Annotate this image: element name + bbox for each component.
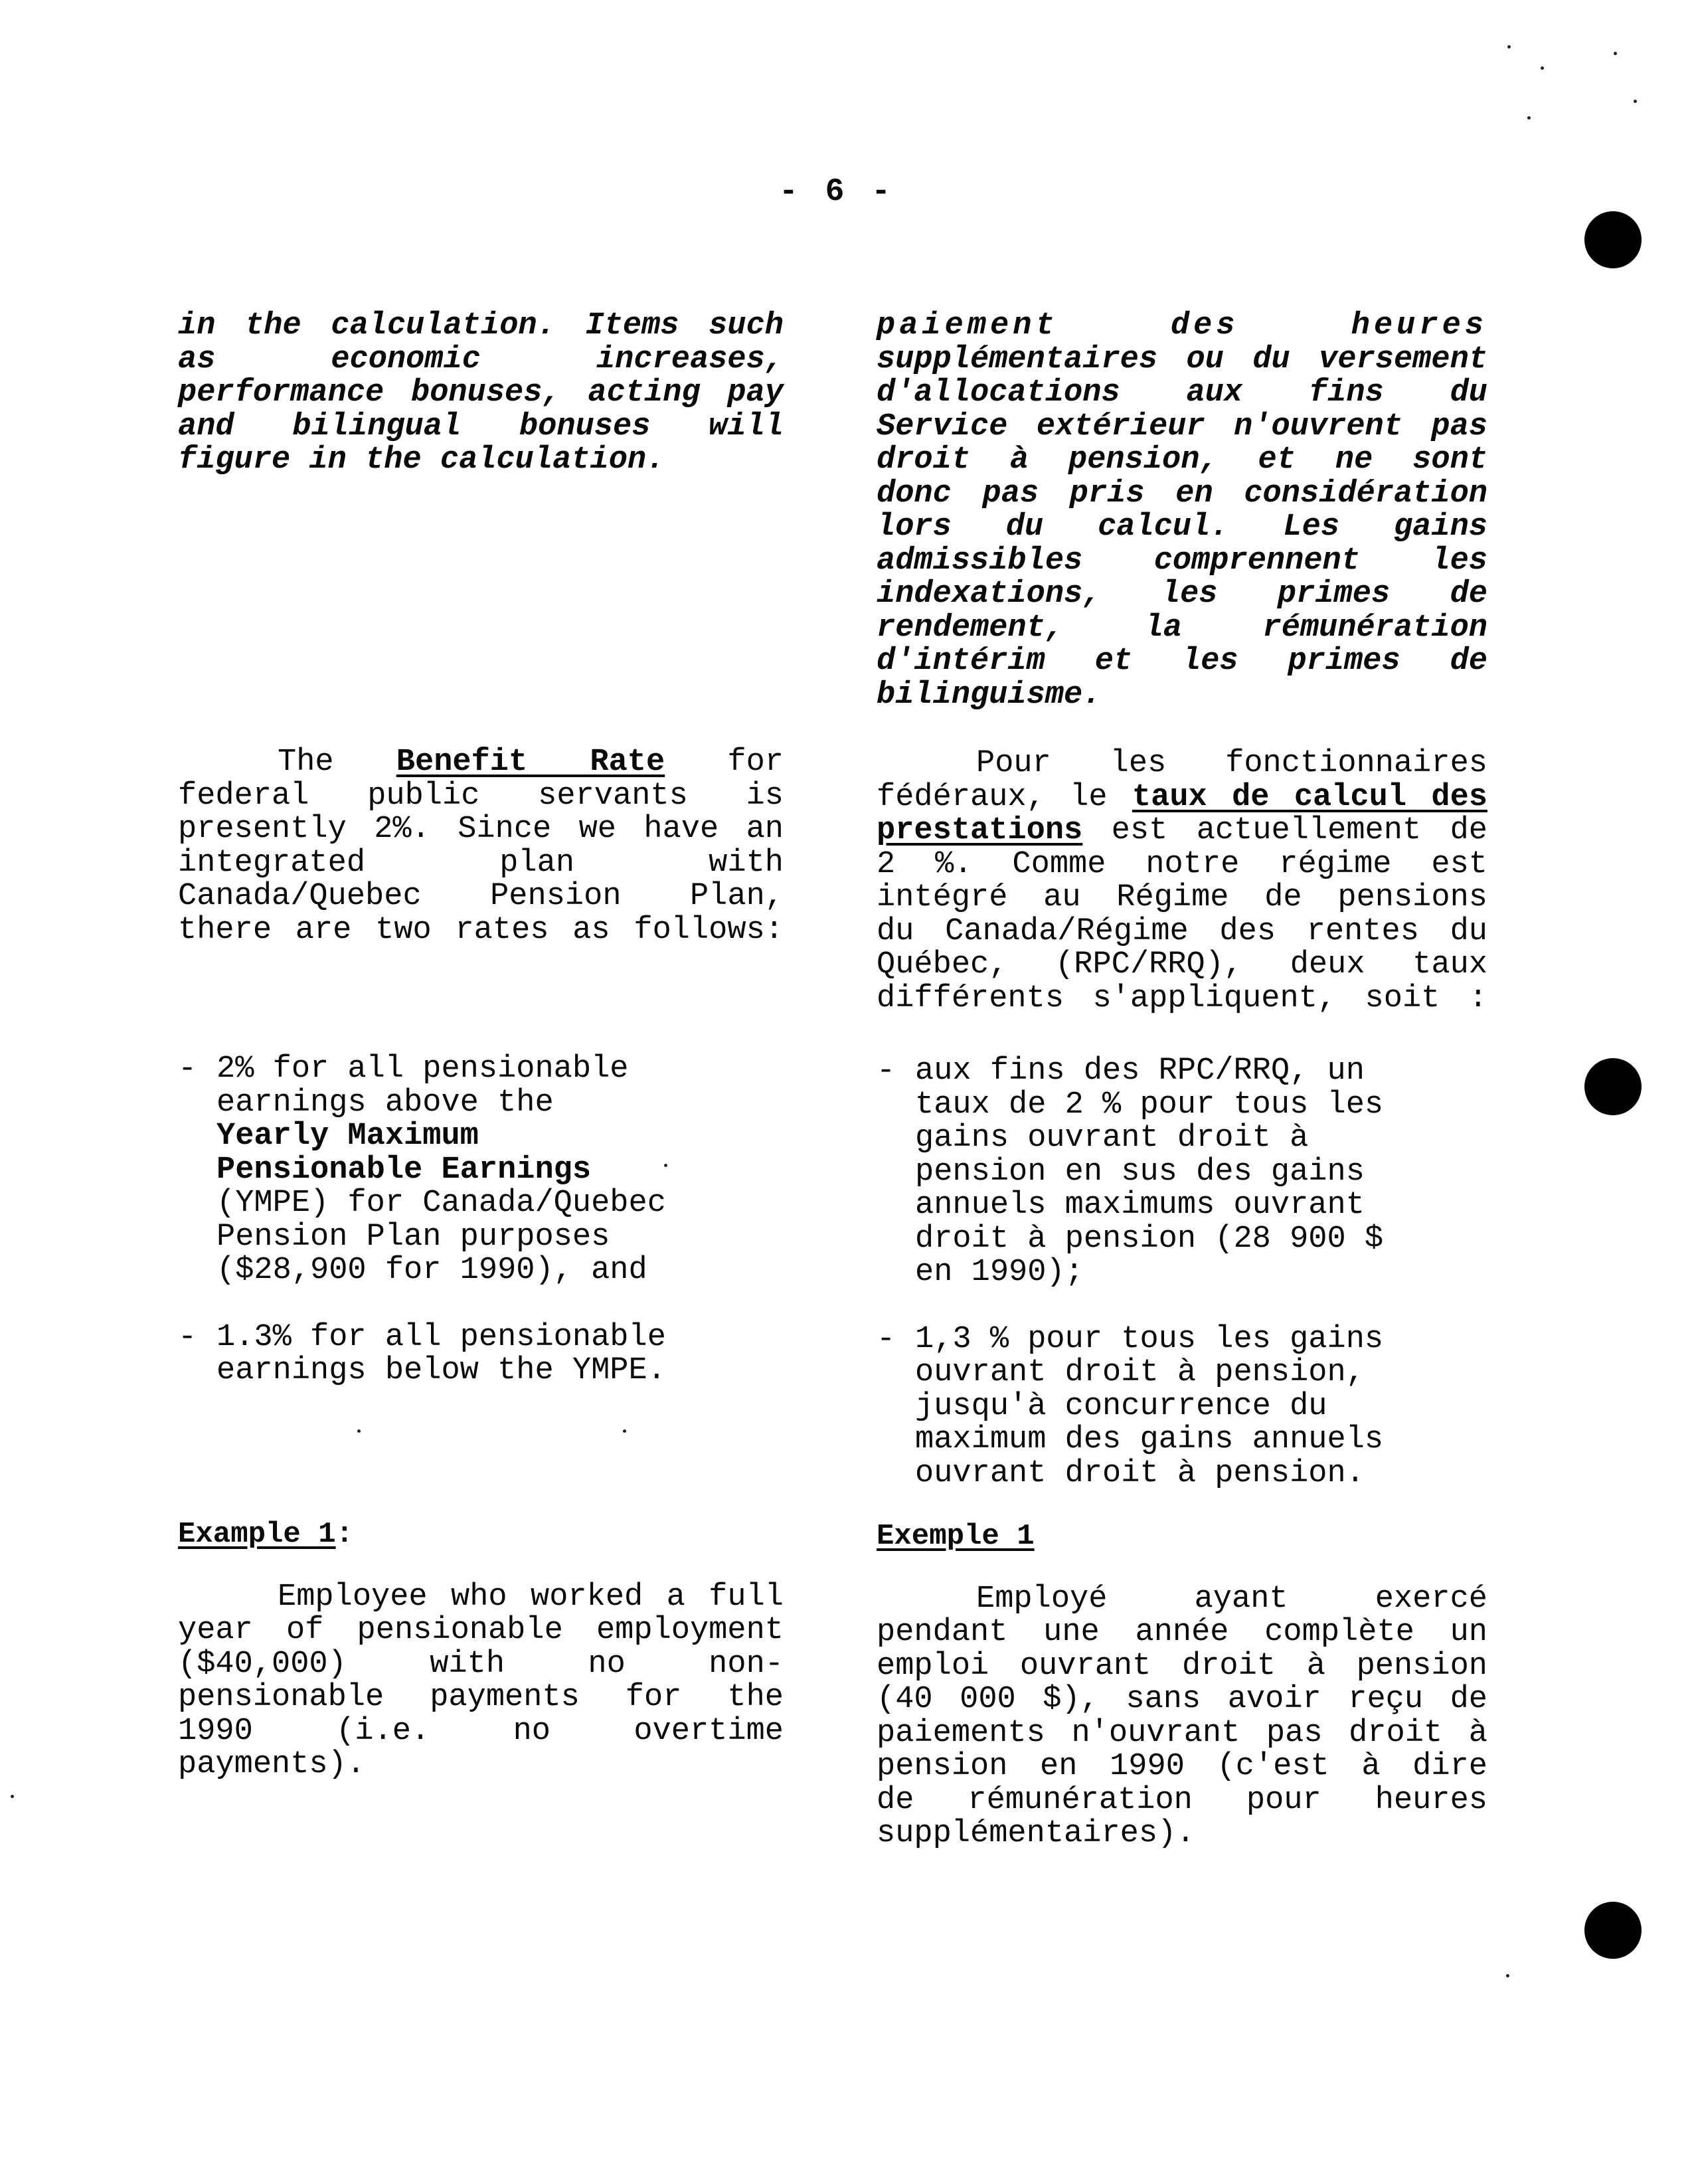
scan-speck bbox=[1527, 116, 1531, 120]
text-line: bilinguisme. bbox=[877, 677, 1102, 713]
fr-benefit-rate-paragraph bbox=[877, 747, 1487, 1016]
scan-speck bbox=[357, 1429, 361, 1433]
scan-speck bbox=[1506, 1974, 1509, 1977]
text-line: pensionable payments for the bbox=[178, 1680, 784, 1715]
text-line: Québec, (RPC/RRQ), deux taux bbox=[877, 947, 1487, 982]
text-line bbox=[178, 746, 784, 780]
benefit-rate-term: prestations bbox=[877, 813, 1083, 848]
text-line: gains ouvrant droit à bbox=[915, 1121, 1309, 1156]
text-line: d'intérim et les primes de bbox=[877, 644, 1487, 679]
text-line: Employee who worked a full bbox=[278, 1579, 784, 1615]
text-fragment: 1,3 % pour tous les gains bbox=[915, 1321, 1384, 1357]
text-line: pendant une année complète un bbox=[877, 1615, 1487, 1650]
text-line bbox=[877, 814, 1487, 848]
text-line: Pensionable Earnings bbox=[216, 1152, 592, 1188]
scan-speck bbox=[11, 1795, 14, 1798]
en-intro-paragraph bbox=[178, 310, 784, 478]
text-line: du Canada/Régime des rentes du bbox=[877, 913, 1487, 949]
text-line: pension en sus des gains bbox=[915, 1154, 1365, 1190]
text-fragment: : bbox=[335, 1518, 354, 1551]
text-line: donc pas pris en considération bbox=[877, 476, 1487, 511]
fr-bullet-list bbox=[877, 1055, 1487, 1491]
text-line: ouvrant droit à pension. bbox=[915, 1455, 1365, 1491]
punch-hole-middle bbox=[1584, 1058, 1642, 1115]
text-line: and bilingual bonuses will bbox=[178, 409, 784, 444]
text-fragment: fédéraux, le bbox=[877, 779, 1132, 815]
text-line: de rémunération pour heures bbox=[877, 1782, 1487, 1818]
scan-speck bbox=[1634, 100, 1637, 103]
text-line: performance bonuses, acting pay bbox=[178, 375, 784, 410]
text-line: ouvrant droit à pension, bbox=[915, 1355, 1365, 1390]
example-heading bbox=[877, 1520, 1487, 1554]
punch-hole-bottom bbox=[1584, 1902, 1642, 1959]
text-line: indexations, les primes de bbox=[877, 577, 1487, 612]
example-paragraph bbox=[877, 1583, 1487, 1851]
text-line: taux de 2 % pour tous les bbox=[915, 1087, 1384, 1123]
text-line: year of pensionable employment bbox=[178, 1613, 784, 1648]
text-line: integrated plan with bbox=[178, 845, 784, 881]
text-line: ($40,000) with no non- bbox=[178, 1646, 784, 1682]
text-line: earnings below the YMPE. bbox=[216, 1353, 666, 1388]
en-benefit-rate-paragraph bbox=[178, 746, 784, 947]
example-heading bbox=[178, 1518, 784, 1552]
text-line: admissibles comprennent les bbox=[877, 543, 1487, 579]
text-fragment: aux fins des RPC/RRQ, un bbox=[915, 1053, 1365, 1089]
text-line: (40 000 $), sans avoir reçu de bbox=[877, 1682, 1487, 1717]
bullet-marker: - bbox=[877, 1321, 896, 1357]
punch-hole-top bbox=[1584, 211, 1642, 268]
example-heading-text: Example 1 bbox=[178, 1518, 336, 1551]
list-item bbox=[178, 1321, 784, 1388]
list-item bbox=[877, 1323, 1487, 1491]
benefit-rate-term: Benefit Rate bbox=[396, 745, 665, 780]
text-line: there are two rates as follows: bbox=[178, 912, 784, 948]
text-line: supplémentaires ou du versement bbox=[877, 341, 1487, 377]
text-fragment: The bbox=[278, 745, 396, 780]
text-line bbox=[178, 1321, 784, 1355]
text-line: Yearly Maximum bbox=[216, 1119, 479, 1154]
text-line: supplémentaires). bbox=[877, 1816, 1195, 1851]
text-line: ($28,900 for 1990), and bbox=[216, 1253, 647, 1288]
text-line: droit à pension (28 900 $ bbox=[915, 1221, 1384, 1257]
bullet-marker: - bbox=[178, 1051, 197, 1087]
text-line: d'allocations aux fins du bbox=[877, 375, 1487, 410]
text-line: payments). bbox=[178, 1747, 366, 1782]
text-line: Pension Plan purposes bbox=[216, 1219, 610, 1255]
scan-speck bbox=[1614, 52, 1617, 55]
text-line: Pour les fonctionnaires bbox=[976, 746, 1487, 781]
text-line: intégré au Régime de pensions bbox=[877, 880, 1487, 915]
bullet-marker: - bbox=[178, 1319, 197, 1355]
example-paragraph bbox=[178, 1581, 784, 1782]
text-line: figure in the calculation. bbox=[178, 442, 665, 478]
text-line: pension en 1990 (c'est à dire bbox=[877, 1749, 1487, 1784]
scan-speck bbox=[1507, 45, 1511, 48]
text-line: 1990 (i.e. no overtime bbox=[178, 1713, 784, 1749]
scan-speck bbox=[1541, 66, 1544, 70]
text-fragment: 2% for all pensionable bbox=[216, 1051, 629, 1087]
text-line: in the calculation. Items such bbox=[178, 308, 784, 343]
text-line: annuels maximums ouvrant bbox=[915, 1188, 1365, 1223]
page-number: - 6 - bbox=[778, 174, 895, 210]
text-line bbox=[877, 1323, 1487, 1357]
text-fragment: est actuellement de bbox=[1082, 813, 1487, 848]
text-line bbox=[877, 1055, 1487, 1089]
text-line: différents s'appliquent, soit : bbox=[877, 980, 1487, 1016]
text-line: 2 %. Comme notre régime est bbox=[877, 846, 1487, 882]
list-item bbox=[877, 1055, 1487, 1290]
fr-example-section bbox=[877, 1520, 1487, 1851]
benefit-rate-term: taux de calcul des bbox=[1132, 779, 1487, 815]
text-line bbox=[877, 781, 1487, 815]
text-line: Service extérieur n'ouvrent pas bbox=[877, 409, 1487, 444]
text-line: paiement des heures bbox=[877, 308, 1487, 343]
list-item bbox=[178, 1053, 784, 1288]
bullet-marker: - bbox=[877, 1053, 896, 1089]
text-line: earnings above the bbox=[216, 1085, 554, 1121]
text-line: jusqu'à concurrence du bbox=[915, 1388, 1327, 1424]
fr-intro-paragraph bbox=[877, 310, 1487, 712]
text-line bbox=[178, 1053, 784, 1087]
scan-speck bbox=[623, 1429, 626, 1433]
text-line: paiements n'ouvrant pas droit à bbox=[877, 1715, 1487, 1751]
text-line: lors du calcul. Les gains bbox=[877, 509, 1487, 545]
text-line: as economic increases, bbox=[178, 341, 784, 377]
en-bullet-list bbox=[178, 1053, 784, 1388]
text-line: presently 2%. Since we have an bbox=[178, 812, 784, 847]
text-line: Employé ayant exercé bbox=[976, 1581, 1487, 1617]
text-line: Canada/Quebec Pension Plan, bbox=[178, 879, 784, 914]
text-line: emploi ouvrant droit à pension bbox=[877, 1648, 1487, 1684]
text-line: droit à pension, et ne sont bbox=[877, 442, 1487, 478]
text-fragment: for bbox=[665, 745, 784, 780]
text-line: maximum des gains annuels bbox=[915, 1422, 1384, 1457]
text-line: (YMPE) for Canada/Quebec bbox=[216, 1186, 666, 1221]
en-example-section bbox=[178, 1518, 784, 1782]
text-line: federal public servants is bbox=[178, 778, 784, 814]
text-fragment: 1.3% for all pensionable bbox=[216, 1319, 666, 1355]
example-heading-text: Exemple 1 bbox=[877, 1520, 1035, 1553]
text-line: en 1990); bbox=[915, 1255, 1084, 1290]
text-line: rendement, la rémunération bbox=[877, 610, 1487, 646]
